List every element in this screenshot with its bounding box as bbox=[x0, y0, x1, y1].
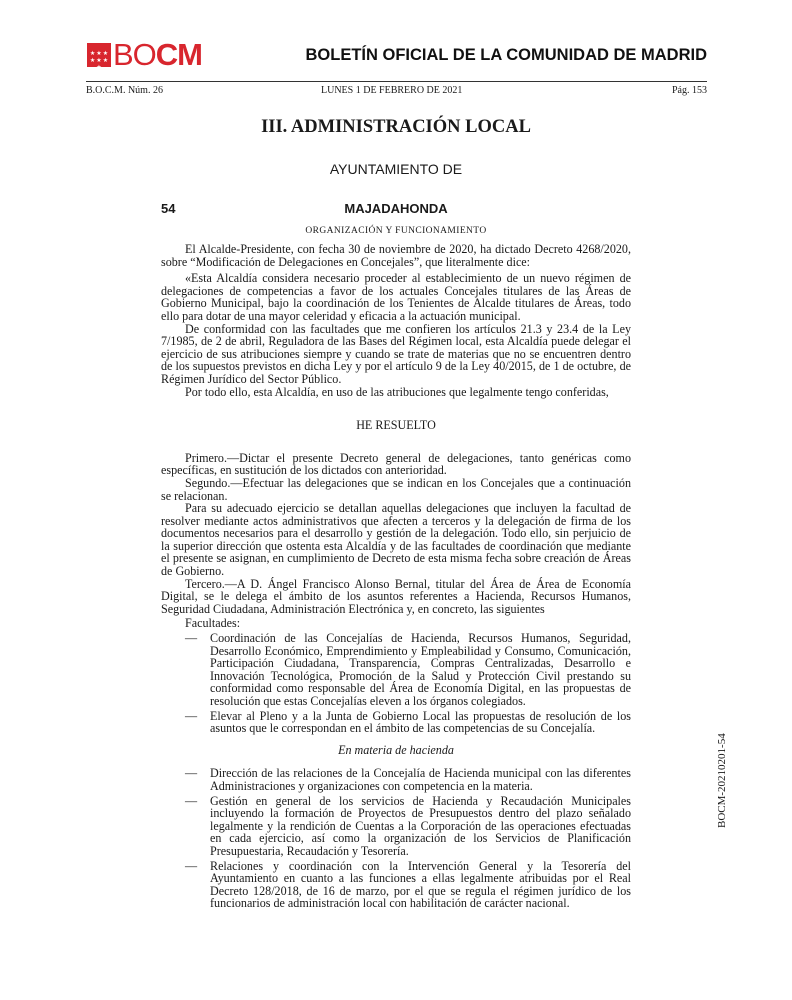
paragraph: Para su adecuado ejercicio se detallan aquellas delegaciones que incluyen la facultad de resolver mediante actos administrativos que afecten a terceros y la delegación de firma de los documentos necesarios para el desarrollo y gestión de la delegación. Todo ello, sin perjuicio de la superior dirección que ostenta esta Alcaldía y de las facultades de coordinación que mediante el presente se asignan, en cumplimiento de Decreto de esta misma fecha sobre creación de Áreas de Gobierno. bbox=[161, 501, 631, 579]
issue-number: B.O.C.M. Núm. 26 bbox=[86, 85, 163, 96]
side-code: BOCM-20210201-54 bbox=[716, 733, 728, 828]
subheading: ORGANIZACIÓN Y FUNCIONAMIENTO bbox=[305, 226, 487, 236]
document-body bbox=[161, 243, 631, 910]
paragraph: «Esta Alcaldía considera necesario proceder al establecimiento de un nuevo régimen de delegaciones de competencias a favor de los actuales Concejales titulares de las Áreas de Gobierno Municipal, bajo la coordinación de los Tenientes de Alcalde titulares de Áreas, todo ello para dotar de una mayor celeridad y eficacia a la actuación municipal. bbox=[161, 271, 631, 323]
list-item bbox=[161, 795, 631, 858]
facultades-label: Facultades: bbox=[185, 616, 241, 631]
list-item-text: Relaciones y coordinación con la Intervención General y la Tesorería del Ayuntamiento en cuanto a las funciones a ellas legalmente atribuidas por el Real Decreto 128/2018, de 16 de marzo, por el que se regula el régimen jurídico de los funcionarios de administración local con habilitación de carácter nacional. bbox=[210, 858, 631, 911]
logo-text-cm: CM bbox=[155, 37, 203, 72]
hacienda-heading: En materia de hacienda bbox=[338, 742, 454, 757]
organism-name: AYUNTAMIENTO DE bbox=[329, 161, 463, 177]
paragraph: Por todo ello, esta Alcaldía, en uso de las atribuciones que legalmente tengo conferidas, bbox=[185, 384, 609, 399]
list-item-text: Gestión en general de los servicios de Hacienda y Recaudación Municipales incluyendo la formación de Proyectos de Presupuestos dentro del plazo señalado legalmente y la rendición de Cuentas a la Corporación de las operaciones efectuadas en cada ejercicio, así como la organización de los Servicios de Planificación Presupuestaria, Recaudación y Tesorería. bbox=[210, 793, 631, 858]
paragraph: Segundo.—Efectuar las delegaciones que se indican en los Concejales que a continuación se relacionan. bbox=[161, 475, 631, 503]
list-item bbox=[161, 860, 631, 910]
dash-bullet: — bbox=[185, 766, 198, 781]
dash-bullet: — bbox=[185, 631, 198, 646]
bulletin-title: BOLETÍN OFICIAL DE LA COMUNIDAD DE MADRID bbox=[305, 46, 707, 64]
paragraph: Tercero.—A D. Ángel Francisco Alonso Bernal, titular del Área de Área de Economía Digital, se le delega el ámbito de los asuntos referentes a Hacienda, Recursos Humanos, Seguridad Ciudadana, Administración Electrónica y, en concreto, las siguientes bbox=[161, 576, 631, 616]
dash-bullet: — bbox=[185, 708, 198, 723]
municipality-name: MAJADAHONDA bbox=[344, 201, 448, 216]
page-number: Pág. 153 bbox=[672, 85, 707, 96]
header-rule bbox=[86, 81, 707, 82]
list-item bbox=[161, 710, 631, 735]
section-title: III. ADMINISTRACIÓN LOCAL bbox=[261, 117, 531, 137]
entry-number: 54 bbox=[161, 201, 176, 216]
paragraph: De conformidad con las facultades que me confieren los artículos 21.3 y 23.4 de la Ley 7/1985, de 2 de abril, Reguladora de las Bases del Régimen local, esta Alcaldía puede delegar el ejercicio de sus atribuciones siempre y cuando se trate de materias que no se encuentren dentro de los supuestos previstos en dicha Ley y por el artículo 9 de la Ley 40/2015, de 1 de octubre, de Régimen Jurídico del Sector Público. bbox=[161, 321, 631, 386]
resolved-heading: HE RESUELTO bbox=[356, 418, 436, 433]
issue-date: LUNES 1 DE FEBRERO DE 2021 bbox=[321, 85, 463, 96]
list-item bbox=[161, 632, 631, 708]
dash-bullet: — bbox=[185, 793, 198, 808]
logo-text-bo: BO bbox=[113, 37, 156, 72]
list-item-text: Coordinación de las Concejalías de Hacienda, Recursos Humanos, Seguridad, Desarrollo Económico, Emprendimiento y Empleabilidad y Consumo, Comunicación, Participación Ciudadana, Transparencia, Compras Centralizadas, Desarrollo e Innovación Tecnológica, Promoción de la Salud y Protección Civil prestando su conformidad como responsable del Área de Economía Digital, en las propuestas de resolución que estas Concejalías eleven a los órganos colegiados. bbox=[210, 631, 631, 708]
paragraph: Primero.—Dictar el presente Decreto general de delegaciones, tanto genéricas como específicas, en sustitución de los dictados con anterioridad. bbox=[161, 450, 631, 478]
paragraph: El Alcalde-Presidente, con fecha 30 de noviembre de 2020, ha dictado Decreto 4268/2020, sobre “Modificación de Delegaciones en Concejales”, que literalmente dice: bbox=[161, 242, 631, 269]
list-item-text: Dirección de las relaciones de la Concejalía de Hacienda municipal con las diferentes Administraciones y organizaciones con competencia en la materia. bbox=[210, 766, 631, 793]
bocm-logo bbox=[87, 37, 203, 72]
list-item-text: Elevar al Pleno y a la Junta de Gobierno Local las propuestas de resolución de los asuntos que le correspondan en el ámbito de las competencias de su Concejalía. bbox=[210, 708, 631, 736]
list-item bbox=[161, 767, 631, 792]
madrid-flag-icon: ★ ★ ★ ★ ★ ★ ★ bbox=[87, 43, 111, 67]
dash-bullet: — bbox=[185, 858, 198, 873]
